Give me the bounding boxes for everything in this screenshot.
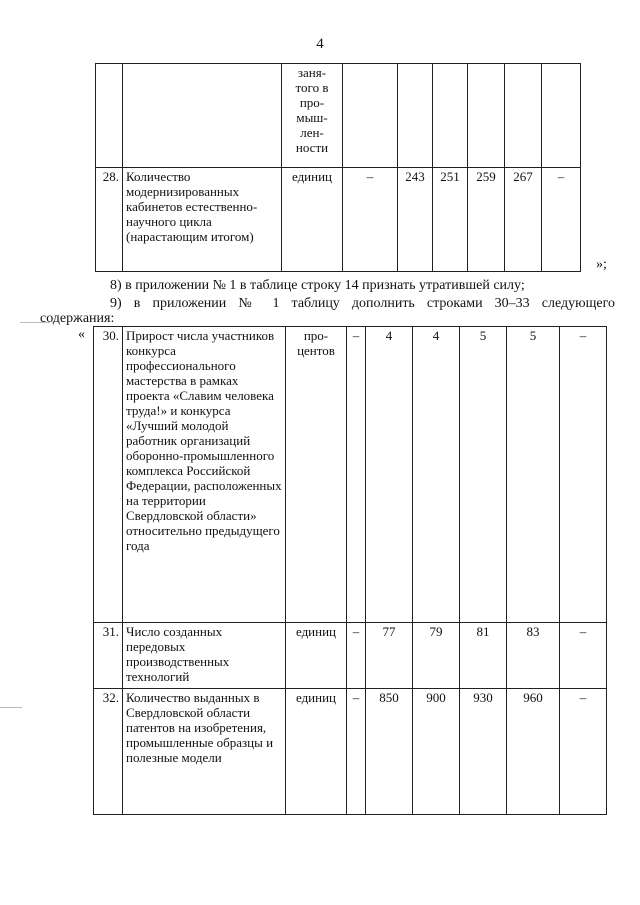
value-cell: –: [347, 623, 366, 689]
value-cell: 243: [398, 168, 433, 272]
page-number: 4: [316, 36, 324, 52]
value-cell: 4: [413, 327, 460, 623]
value-cell: –: [560, 623, 607, 689]
table-cell: [433, 64, 468, 168]
value-cell: 850: [366, 689, 413, 815]
value-cell: –: [343, 168, 398, 272]
table-cell: [505, 64, 542, 168]
table-row: [94, 689, 607, 815]
paragraph-9: 9) в приложении № 1 таблицу дополнить строками 30–33 следующего: [110, 296, 615, 311]
row-number: 28.: [96, 168, 123, 272]
row-number: 32.: [94, 689, 123, 815]
value-cell: –: [560, 689, 607, 815]
unit-cell: про- центов: [286, 327, 347, 623]
value-cell: 259: [468, 168, 505, 272]
value-cell: –: [347, 689, 366, 815]
table-cell: [343, 64, 398, 168]
unit-cell: единиц: [286, 689, 347, 815]
indicators-table-continued: [95, 63, 581, 272]
opening-quote: «: [78, 327, 85, 342]
row-number: 30.: [94, 327, 123, 623]
table-row: [94, 623, 607, 689]
value-cell: 79: [413, 623, 460, 689]
table-cell-unit: заня- того в про- мыш- лен- ности: [282, 64, 343, 168]
indicator-name: Количество модернизированных кабинетов естественно-научного цикла (нарастающим итогом): [123, 168, 282, 272]
row-number: 31.: [94, 623, 123, 689]
indicators-table-additions: [93, 326, 607, 815]
table-row: [96, 168, 581, 272]
table-cell: [123, 64, 282, 168]
scan-mark: [0, 707, 22, 708]
value-cell: 900: [413, 689, 460, 815]
value-cell: 960: [507, 689, 560, 815]
unit-cell: единиц: [282, 168, 343, 272]
value-cell: 5: [460, 327, 507, 623]
value-cell: 77: [366, 623, 413, 689]
value-cell: 4: [366, 327, 413, 623]
table-row: [94, 327, 607, 623]
table-cell: [468, 64, 505, 168]
unit-cell: единиц: [286, 623, 347, 689]
table-cell: [542, 64, 581, 168]
value-cell: 930: [460, 689, 507, 815]
table-cell: [96, 64, 123, 168]
value-cell: –: [560, 327, 607, 623]
indicator-name: Количество выданных в Свердловской области патентов на изобретения, промышленные образцы и полезные модели: [123, 689, 286, 815]
value-cell: –: [542, 168, 581, 272]
value-cell: 81: [460, 623, 507, 689]
value-cell: 83: [507, 623, 560, 689]
value-cell: 5: [507, 327, 560, 623]
table-row: [96, 64, 581, 168]
indicator-name: Число созданных передовых производственных технологий: [123, 623, 286, 689]
value-cell: –: [347, 327, 366, 623]
value-cell: 251: [433, 168, 468, 272]
scan-mark: [20, 322, 50, 323]
paragraph-9-continued: содержания:: [40, 311, 115, 326]
closing-quote: »;: [596, 257, 607, 272]
value-cell: 267: [505, 168, 542, 272]
table-cell: [398, 64, 433, 168]
paragraph-8: 8) в приложении № 1 в таблице строку 14 признать утратившей силу;: [110, 278, 525, 293]
indicator-name: Прирост числа участников конкурса профессионального мастерства в рамках проекта «Славим человека труда!» и конкурса «Лучший молодой работник организаций оборонно-промышленного комплекса Российской Федерации, расположенных на территории Свердловской области» относительно предыдущего года: [123, 327, 286, 623]
